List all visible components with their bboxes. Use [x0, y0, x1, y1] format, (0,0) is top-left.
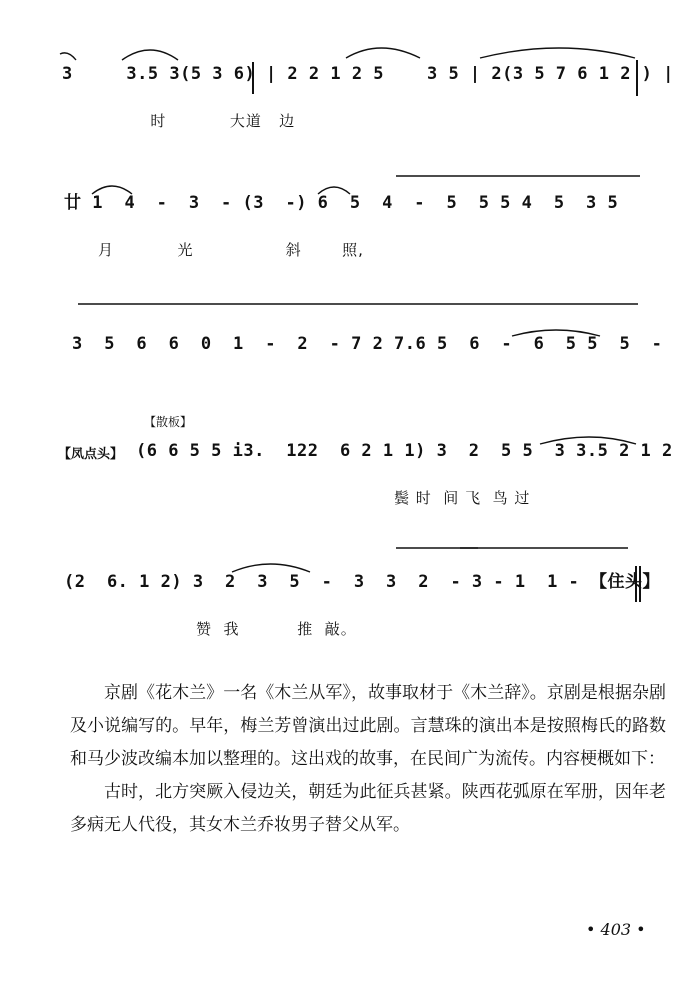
tempo-marking: 【散板】	[144, 415, 193, 429]
slur-mark	[540, 437, 636, 444]
lyrics-line: 鬓 时 间 飞 鸟 过	[394, 489, 531, 507]
lyrics-line: 赞 我 推 敲。	[196, 620, 357, 638]
slur-mark	[232, 564, 310, 572]
percussion-cue: 【凤点头】	[58, 447, 124, 462]
slur-mark	[318, 187, 350, 194]
page-number: • 403 •	[586, 920, 646, 939]
slur-mark	[480, 48, 635, 58]
slur-mark	[512, 330, 600, 336]
body-text	[70, 677, 666, 842]
lyrics-line: 时 大道 边	[110, 112, 296, 130]
paragraph: 古时，北方突厥入侵边关，朝廷为此征兵甚紧。陕西花弧原在军册，因年老多病无人代役，其女木兰乔妆男子替父从军。	[70, 782, 666, 835]
slur-mark	[346, 48, 420, 58]
slur-mark	[122, 50, 178, 60]
paragraph: 京剧《花木兰》一名《木兰从军》，故事取材于《木兰辞》。京剧是根据杂剧及小说编写的。早年，梅兰芳曾演出过此剧。言慧珠的演出本是按照梅氏的路数和马少波改编本加以整理的。这出戏的故事，在民间广为流传。内容梗概如下：	[70, 683, 666, 769]
lyrics-line: 月 光 斜 照,	[98, 241, 364, 259]
notation-line: (2 6. 1 2) 3 2 3 5 - 3 3 2 - 3 - 1 1 - 【住头】	[64, 572, 661, 592]
slur-mark	[92, 186, 132, 194]
notation-line: 3 3.5 3(5 3 6) | 2 2 1 2 5 3 5 | 2(3 5 7 6 1 2 ) |	[62, 64, 674, 84]
notation-line: 3 5 6 6 0 1 - 2 - 7 2 7.6 5 6 - 6 5 5 5 -	[72, 334, 663, 354]
notation-line: 廿 1 4 - 3 - (3 -) 6 5 4 - 5 5 5 4 5 3 5	[64, 193, 619, 213]
notation-line: (6 6 5 5 i3. 122 6 2 1 1) 3 2 5 5 3 3.5 2 1 2	[136, 441, 673, 461]
slur-mark	[60, 53, 76, 60]
